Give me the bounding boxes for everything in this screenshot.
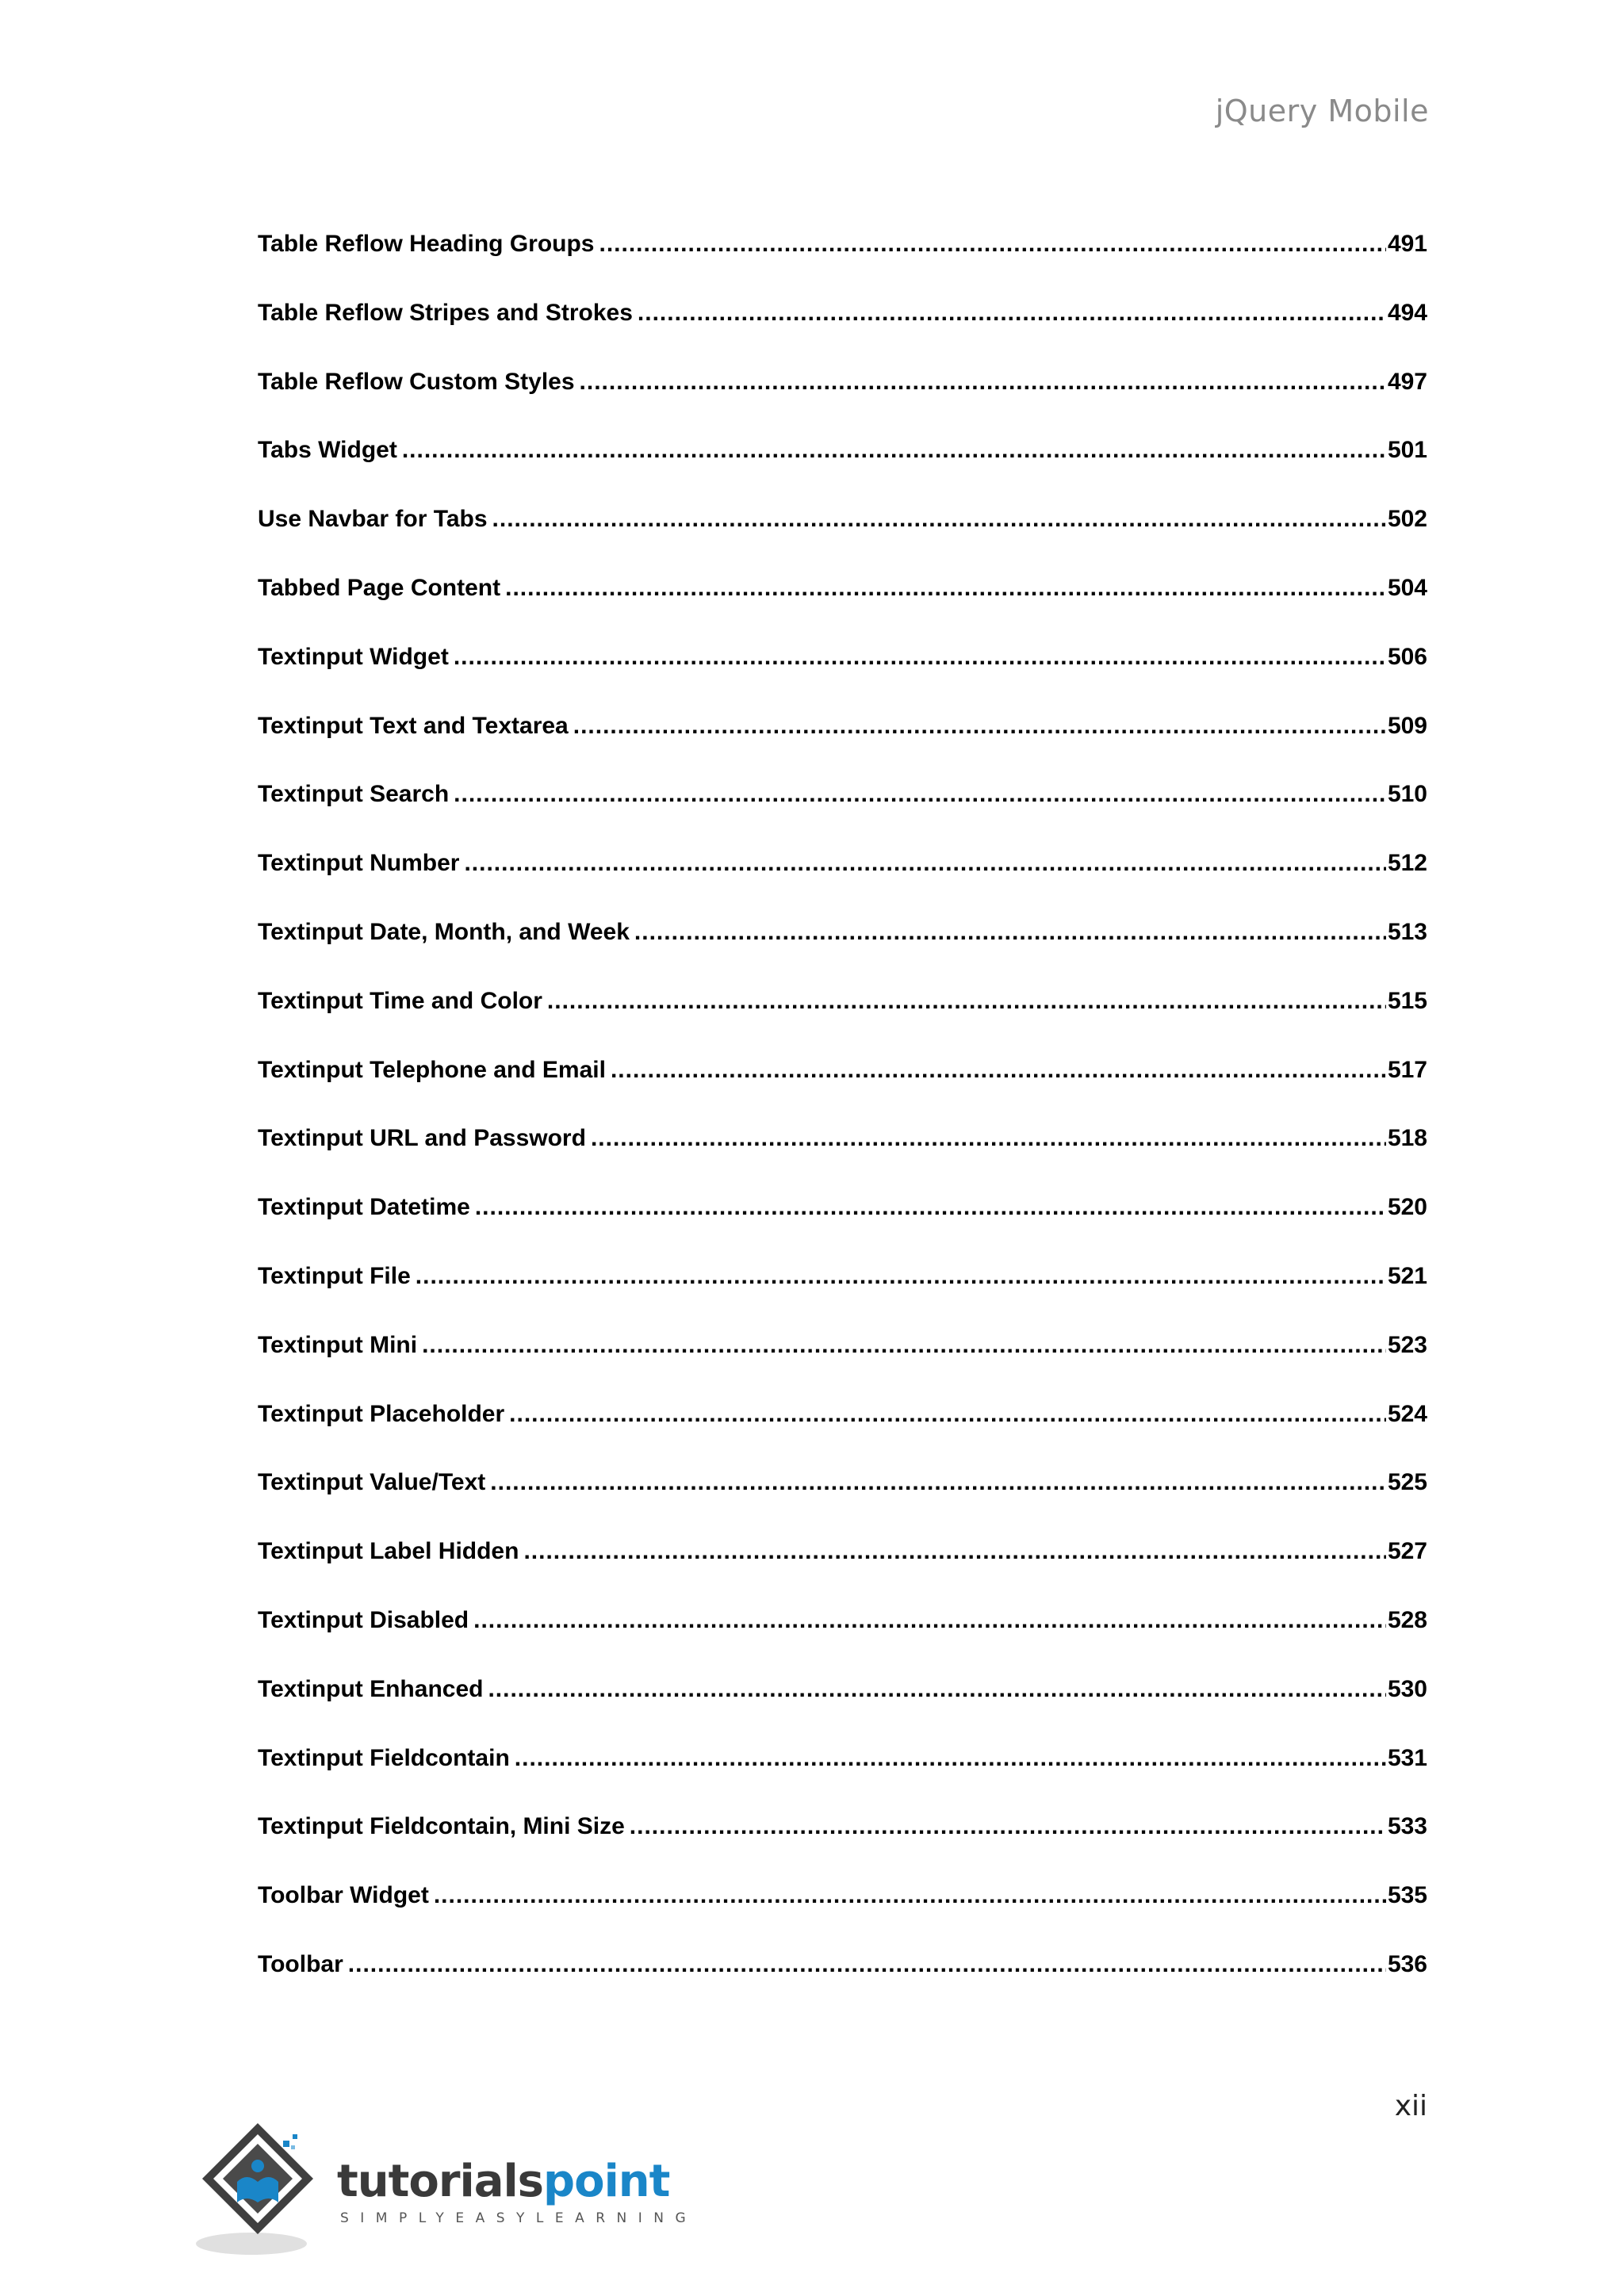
- toc-entry[interactable]: [258, 1056, 1427, 1125]
- toc-leader-dots: [348, 1950, 1386, 1979]
- toc-leader-dots: [490, 1468, 1386, 1497]
- toc-entry-title: Table Reflow Custom Styles: [258, 368, 580, 396]
- toc-entry-page: 535: [1387, 1882, 1427, 1909]
- toc-entry-page: 524: [1387, 1400, 1427, 1427]
- logo-emblem-icon: [194, 2117, 353, 2263]
- toc-entry-title: Use Navbar for Tabs: [258, 505, 492, 534]
- toc-leader-dots: [599, 230, 1385, 258]
- toc-entry-title: Textinput Search: [258, 780, 454, 809]
- toc-entry-page: 494: [1387, 299, 1427, 326]
- toc-entry[interactable]: [258, 368, 1427, 437]
- tutorialspoint-logo: [194, 2117, 698, 2263]
- toc-leader-dots: [505, 574, 1386, 603]
- toc-leader-dots: [638, 299, 1386, 327]
- toc-leader-dots: [580, 368, 1386, 396]
- toc-leader-dots: [402, 436, 1386, 465]
- toc-entry-page: 501: [1387, 437, 1427, 464]
- logo-tagline: SIMPLYEASYLEARNING: [340, 2210, 698, 2226]
- toc-entry-title: Textinput Disabled: [258, 1606, 473, 1635]
- toc-entry-page: 502: [1387, 506, 1427, 533]
- toc-leader-dots: [473, 1606, 1386, 1635]
- toc-entry-page: 504: [1387, 574, 1427, 601]
- toc-leader-dots: [547, 987, 1386, 1016]
- toc-entry-title: Tabs Widget: [258, 436, 402, 465]
- toc-entry-page: 533: [1387, 1813, 1427, 1840]
- toc-leader-dots: [634, 918, 1386, 947]
- toc-leader-dots: [630, 1812, 1386, 1841]
- toc-leader-dots: [573, 712, 1386, 740]
- toc-entry[interactable]: [258, 849, 1427, 918]
- toc-entry-title: Textinput Label Hidden: [258, 1537, 523, 1566]
- toc-entry-title: Textinput Mini: [258, 1331, 422, 1360]
- toc-entry-page: 491: [1387, 231, 1427, 257]
- toc-entry-page: 520: [1387, 1194, 1427, 1221]
- toc-leader-dots: [434, 1881, 1386, 1910]
- toc-entry-title: Textinput Telephone and Email: [258, 1056, 611, 1085]
- toc-entry-title: Textinput File: [258, 1262, 416, 1291]
- toc-entry-title: Toolbar: [258, 1950, 348, 1979]
- toc-entry[interactable]: [258, 712, 1427, 781]
- toc-entry[interactable]: [258, 299, 1427, 368]
- toc-entry-title: Textinput Text and Textarea: [258, 712, 573, 740]
- toc-entry-page: 517: [1387, 1056, 1427, 1083]
- toc-leader-dots: [523, 1537, 1385, 1566]
- toc-entry-title: Textinput Time and Color: [258, 987, 547, 1016]
- toc-entry-title: Textinput URL and Password: [258, 1124, 591, 1153]
- toc-entry-page: 531: [1387, 1744, 1427, 1771]
- book-title: jQuery Mobile: [1215, 94, 1429, 128]
- toc-entry-page: 497: [1387, 368, 1427, 395]
- toc-entry[interactable]: [258, 574, 1427, 643]
- toc-entry-page: 512: [1387, 850, 1427, 877]
- toc-entry[interactable]: [258, 1606, 1427, 1675]
- toc-entry[interactable]: [258, 780, 1427, 849]
- logo-wordmark: tutorialspoint: [337, 2156, 670, 2207]
- toc-entry-title: Tabbed Page Content: [258, 574, 505, 603]
- toc-leader-dots: [422, 1331, 1386, 1360]
- toc-entry-page: 513: [1387, 918, 1427, 945]
- toc-leader-dots: [515, 1744, 1386, 1773]
- toc-entry-title: Toolbar Widget: [258, 1881, 434, 1910]
- toc-entry[interactable]: [258, 1400, 1427, 1469]
- toc-leader-dots: [454, 643, 1386, 672]
- toc-entry-page: 518: [1387, 1125, 1427, 1152]
- toc-entry-title: Textinput Enhanced: [258, 1675, 488, 1704]
- toc-entry-page: 515: [1387, 987, 1427, 1014]
- toc-entry-page: 527: [1387, 1538, 1427, 1565]
- toc-entry[interactable]: [258, 505, 1427, 574]
- toc-leader-dots: [464, 849, 1385, 878]
- toc-entry[interactable]: [258, 1193, 1427, 1262]
- toc-entry-page: 528: [1387, 1606, 1427, 1633]
- toc-entry-page: 509: [1387, 712, 1427, 739]
- toc-entry-page: 530: [1387, 1675, 1427, 1702]
- toc-entry[interactable]: [258, 1744, 1427, 1813]
- toc-entry-page: 510: [1387, 781, 1427, 808]
- toc-entry[interactable]: [258, 1881, 1427, 1950]
- toc-entry[interactable]: [258, 987, 1427, 1056]
- toc-entry-title: Textinput Value/Text: [258, 1468, 490, 1497]
- toc-entry-title: Table Reflow Stripes and Strokes: [258, 299, 638, 327]
- toc-entry[interactable]: [258, 1675, 1427, 1744]
- toc-entry[interactable]: [258, 1812, 1427, 1881]
- toc-leader-dots: [475, 1193, 1386, 1222]
- toc-entry-page: 523: [1387, 1331, 1427, 1358]
- toc-entry[interactable]: [258, 230, 1427, 299]
- toc-entry[interactable]: [258, 918, 1427, 987]
- toc-entry-title: Textinput Datetime: [258, 1193, 475, 1222]
- toc-entry[interactable]: [258, 1331, 1427, 1400]
- toc-entry-page: 525: [1387, 1469, 1427, 1496]
- toc-entry-title: Textinput Date, Month, and Week: [258, 918, 634, 947]
- toc-leader-dots: [488, 1675, 1385, 1704]
- toc-entry-page: 536: [1387, 1950, 1427, 1977]
- toc-entry[interactable]: [258, 1468, 1427, 1537]
- toc-leader-dots: [591, 1124, 1386, 1153]
- toc-entry-page: 521: [1387, 1262, 1427, 1289]
- toc-leader-dots: [454, 780, 1386, 809]
- toc-entry-title: Textinput Widget: [258, 643, 454, 672]
- toc-entry[interactable]: [258, 1262, 1427, 1331]
- toc-entry-title: Textinput Placeholder: [258, 1400, 509, 1429]
- toc-leader-dots: [416, 1262, 1386, 1291]
- toc-entry[interactable]: [258, 1537, 1427, 1606]
- table-of-contents: [258, 230, 1427, 2019]
- toc-entry-title: Textinput Fieldcontain: [258, 1744, 515, 1773]
- toc-leader-dots: [611, 1056, 1386, 1085]
- toc-entry-title: Table Reflow Heading Groups: [258, 230, 599, 258]
- toc-leader-dots: [509, 1400, 1386, 1429]
- toc-entry-title: Textinput Number: [258, 849, 464, 878]
- toc-entry[interactable]: [258, 1124, 1427, 1193]
- toc-entry-title: Textinput Fieldcontain, Mini Size: [258, 1812, 630, 1841]
- toc-entry[interactable]: [258, 643, 1427, 712]
- toc-entry[interactable]: [258, 436, 1427, 505]
- toc-entry-page: 506: [1387, 643, 1427, 670]
- toc-entry[interactable]: [258, 1950, 1427, 2019]
- toc-leader-dots: [492, 505, 1386, 534]
- page-number: xii: [1394, 2090, 1427, 2122]
